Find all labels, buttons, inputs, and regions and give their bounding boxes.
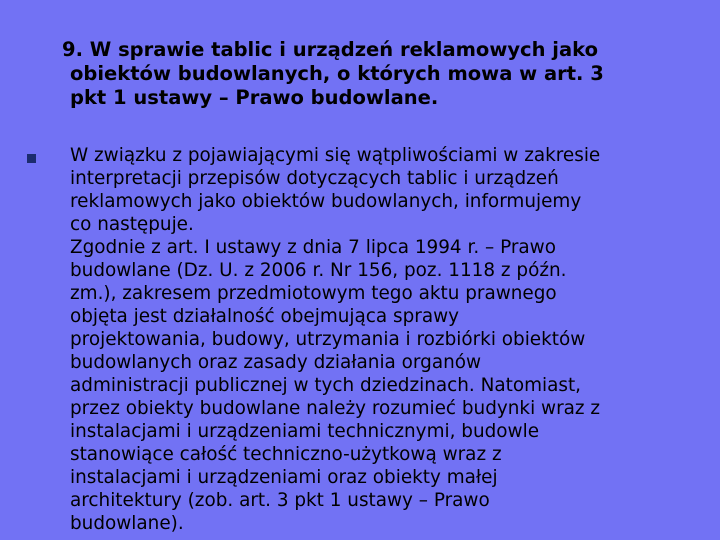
body-line: architektury (zob. art. 3 pkt 1 ustawy – Prawo [70,490,490,511]
body-line: interpretacji przepisów dotyczących tablic i urządzeń [70,168,559,189]
title-line: 9. W sprawie tablic i urządzeń reklamowych jako [62,38,598,61]
body-line: objęta jest działalność obejmująca sprawy [70,306,460,327]
title-line: pkt 1 ustawy – Prawo budowlane. [70,86,439,109]
body-line: budowlane). [70,513,184,534]
slide-title [62,38,682,110]
body-line: przez obiekty budowlane należy rozumieć budynki wraz z [70,398,601,419]
body-line: reklamowych jako obiektów budowlanych, informujemy [70,191,582,212]
body-line: projektowania, budowy, utrzymania i rozbiórki obiektów [70,329,586,350]
body-line: instalacjami i urządzeniami technicznymi, budowle [70,421,540,442]
body-line: instalacjami i urządzeniami oraz obiekty małej [70,467,498,488]
square-bullet-icon [27,154,36,163]
body-line: administracji publicznej w tych dziedzinach. Natomiast, [70,375,582,396]
body-line: budowlanych oraz zasady działania organów [70,352,482,373]
body-line: zm.), zakresem przedmiotowym tego aktu prawnego [70,283,557,304]
title-line: obiektów budowlanych, o których mowa w art. 3 [70,62,604,85]
body-paragraph [70,144,710,535]
body-line: Zgodnie z art. I ustawy z dnia 7 lipca 1994 r. – Prawo [70,237,556,258]
body-line: stanowiące całość techniczno-użytkową wraz z [70,444,502,465]
body-line: budowlane (Dz. U. z 2006 r. Nr 156, poz. 1118 z późn. [70,260,567,281]
body-line: W związku z pojawiającymi się wątpliwościami w zakresie [70,145,601,166]
body-line: co następuje. [70,214,194,235]
